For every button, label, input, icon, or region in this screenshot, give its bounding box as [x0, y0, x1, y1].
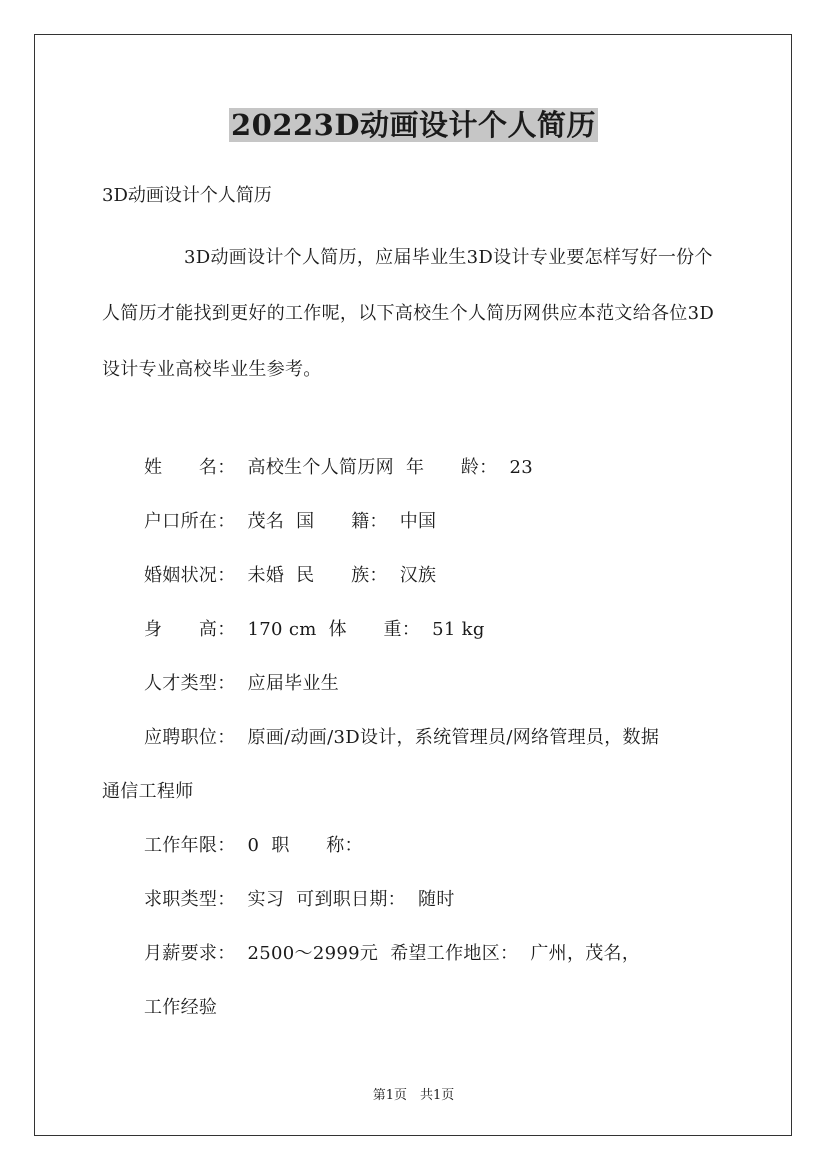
- page-footer: 第1页 共1页: [372, 1088, 455, 1103]
- info-row-marital-ethnicity: 婚姻状况： 未婚 民 族： 汉族: [144, 565, 437, 586]
- info-row-height-weight: 身 高： 170 cm 体 重： 51 kg: [144, 619, 485, 640]
- info-row-position-cont: 通信工程师: [102, 781, 194, 802]
- intro-paragraph: 3D动画设计个人简历，应届毕业生3D设计专业要怎样写好一份个人简历才能找到更好的工作呢，以下高校生个人简历网供应本范文给各位3D设计专业高校毕业生参考。: [102, 247, 715, 380]
- info-row-hukou-nationality: 户口所在： 茂名 国 籍： 中国: [144, 511, 437, 532]
- document-title-wrap: [0, 103, 827, 144]
- info-row-name-age: 姓 名： 高校生个人简历网 年 龄： 23: [144, 457, 534, 478]
- info-row-salary-location: 月薪要求： 2500～2999元 希望工作地区： 广州，茂名，: [144, 943, 641, 964]
- document-title: 20223D动画设计个人简历: [230, 108, 597, 142]
- document-subtitle: 3D动画设计个人简历: [102, 185, 272, 206]
- info-row-job-type: 求职类型： 实习 可到职日期： 随时: [144, 889, 455, 910]
- info-row-years-title: 工作年限： 0 职 称：: [144, 835, 363, 856]
- section-work-experience: 工作经验: [144, 997, 218, 1018]
- info-row-position: 应聘职位： 原画/动画/3D设计，系统管理员/网络管理员，数据: [144, 727, 660, 748]
- info-row-talent-type: 人才类型： 应届毕业生: [144, 673, 340, 694]
